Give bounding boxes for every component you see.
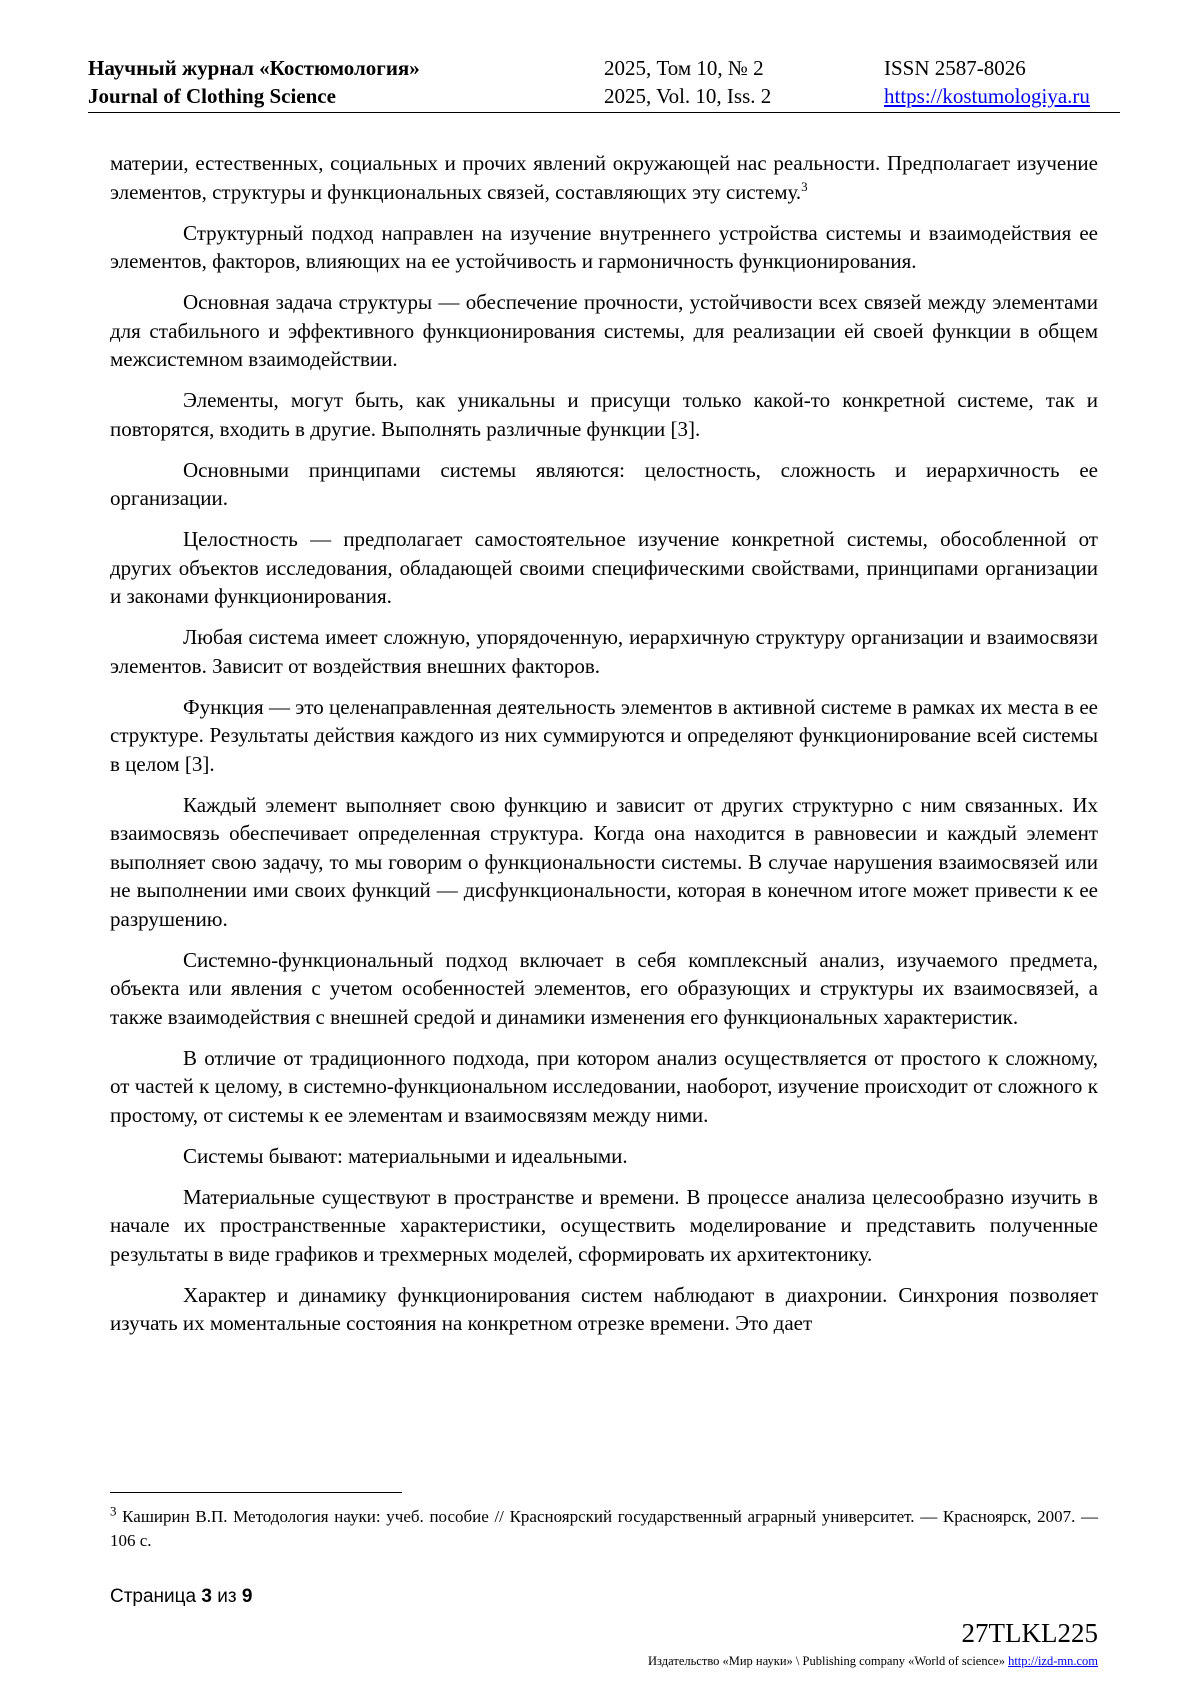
paragraph: Основная задача структуры — обеспечение прочности, устойчивости всех связей между элементами для стабильного и эффективного функционирования системы, для реализации ей своей функции в общем межсистемном взаимодействии.: [110, 290, 1098, 371]
footnote-reference[interactable]: 3: [801, 178, 808, 194]
page-total: 9: [241, 1586, 253, 1607]
footnote: [110, 1505, 1098, 1553]
publisher-line: [648, 1654, 1098, 1669]
paragraph: Характер и динамику функционирования систем наблюдают в диахронии. Синхрония позволяет изучать их моментальные состояния на конкретном отрезке времени. Это дает: [110, 1282, 1098, 1335]
paragraph: Материальные существуют в пространстве и времени. В процессе анализа целесообразно изучить в начале их пространственные характеристики, осуществить моделирование и представить полученные результаты в виде графиков и трехмерных моделей, сформировать их архитектонику.: [110, 1184, 1098, 1266]
paragraph: Целостность — предполагает самостоятельное изучение конкретной системы, обособленной от других объектов исследования, обладающей своими специфическими свойствами, принципами организации и законами функционирования.: [110, 527, 1098, 608]
footnote-mark: 3: [110, 1503, 117, 1519]
issn-block: [884, 54, 1090, 110]
journal-title-ru: Научный журнал «Костюмология»: [88, 56, 420, 80]
journal-title: [88, 54, 420, 110]
footnote-text: Каширин В.П. Методология науки: учеб. пособие // Красноярский государственный аграрный университет. — Красноярск, 2007. — 106 с.: [110, 1507, 1098, 1550]
paragraph: Каждый элемент выполняет свою функцию и зависит от других структурно с ним связанных. Их взаимосвязь обеспечивает определенная структура. Когда она находится в равновесии и каждый элемент выполняет свою задачу, то мы говорим о функциональности системы. В случае нарушения взаимосвязей или не выполнении ими своих функций — дисфункциональности, которая в конечном итоге может привести к ее разрушению.: [110, 792, 1098, 931]
paragraph: Системы бывают: материальными и идеальными.: [183, 1143, 628, 1168]
issue-info: [604, 54, 771, 110]
paragraph: Структурный подход направлен на изучение внутреннего устройства системы и взаимодействия ее элементов, факторов, влияющих на ее устойчивость и гармоничность функционирования.: [110, 220, 1098, 273]
issue-info-ru: 2025, Том 10, № 2: [604, 56, 764, 80]
paragraph: Любая система имеет сложную, упорядоченную, иерархичную структуру организации и взаимосвязи элементов. Зависит от воздействия внешних факторов.: [110, 625, 1098, 678]
journal-url-link[interactable]: https://kostumologiya.ru: [884, 84, 1090, 108]
article-code: 27TLKL225: [961, 1618, 1098, 1648]
paragraph: Основными принципами системы являются: целостность, сложность и иерархичность ее организации.: [110, 457, 1098, 510]
page-number: Страница 3 из 9: [110, 1586, 253, 1607]
journal-title-en: Journal of Clothing Science: [88, 84, 336, 108]
publisher-url-link[interactable]: http://izd-mn.com: [1008, 1654, 1098, 1668]
publisher-name: Издательство «Мир науки» \ Publishing company «World of science»: [648, 1654, 1005, 1668]
page-header: [88, 54, 1120, 113]
article-body: [110, 149, 1098, 1350]
paragraph: Функция — это целенаправленная деятельность элементов в активной системе в рамках их места в ее структуре. Результаты действия каждого из них суммируются и определяют функционирование всей системы в целом [3].: [110, 694, 1098, 776]
paragraph: материи, естественных, социальных и прочих явлений окружающей нас реальности. Предполагает изучение элементов, структуры и функциональных связей, составляющих эту систему.$^3$: [110, 151, 1098, 204]
paragraph: Системно-функциональный подход включает в себя комплексный анализ, изучаемого предмета, объекта или явления с учетом особенностей элементов, его образующих и структуры их взаимосвязей, а также взаимодействия с внешней средой и динамики изменения его функциональных характеристик.: [110, 947, 1098, 1029]
paragraph: Элементы, могут быть, как уникальны и присущи только какой-то конкретной системе, так и повторятся, входить в другие. Выполнять различные функции [3].: [110, 388, 1098, 441]
issn: ISSN 2587-8026: [884, 56, 1026, 80]
footnote-divider: [110, 1492, 402, 1493]
page-current: 3: [201, 1586, 212, 1607]
issue-info-en: 2025, Vol. 10, Iss. 2: [604, 84, 772, 108]
paragraph: В отличие от традиционного подхода, при котором анализ осуществляется от простого к сложному, от частей к целому, в системно-функциональном исследовании, наоборот, изучение происходит от сложного к простому, от системы к ее элементам и взаимосвязям между ними.: [110, 1045, 1098, 1127]
